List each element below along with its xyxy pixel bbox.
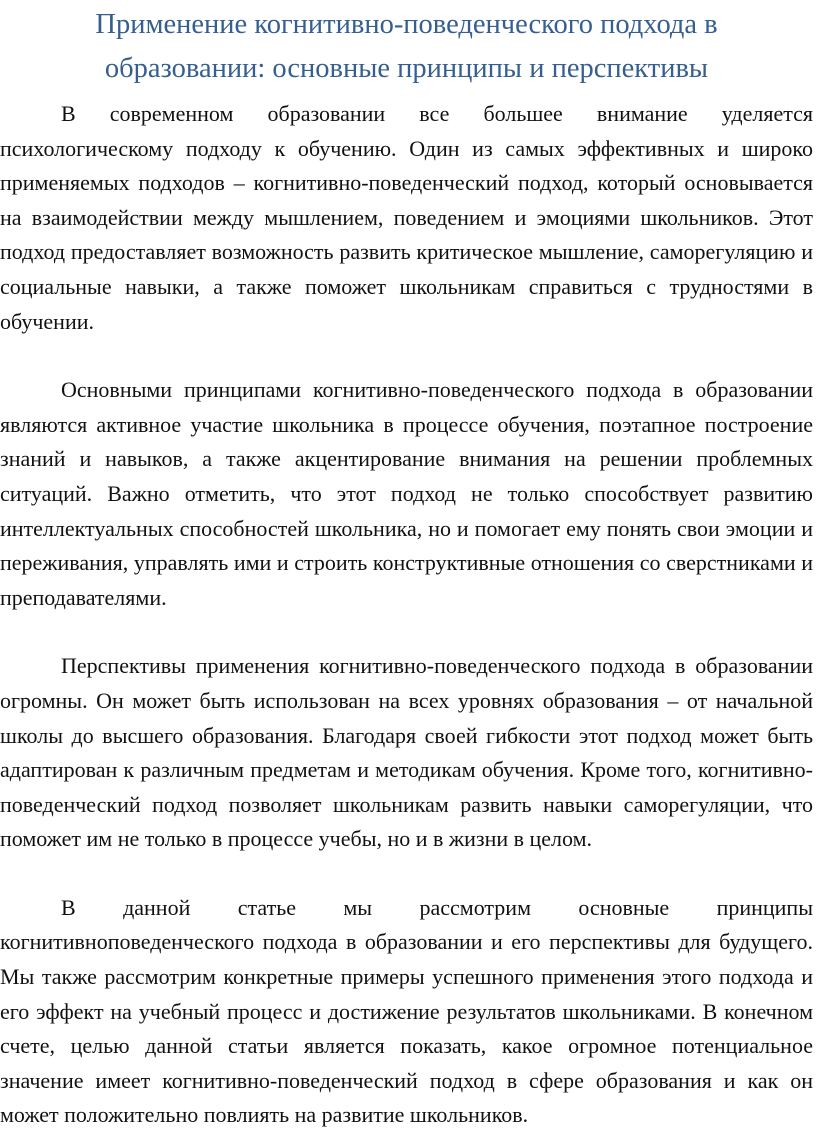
paragraph-introduction: В современном образовании все большее внимание уделяется психологическому подходу к обучению. Один из самых эффективных и широко применяемых подходов – когнитивно-поведенческий подход, который основывается на взаимодействии между мышлением, поведением и эмоциями школьников. Этот подход предоставляет возможность развить критическое мышление, саморегуляцию и социальные навыки, а также поможет школьникам справиться с трудностями в обучении. [0,101,813,334]
paragraph-perspectives: Перспективы применения когнитивно-поведенческого подхода в образовании огромны. Он может быть использован на всех уровнях образования – от начальной школы до высшего образования. Благодаря своей гибкости этот подход может быть адаптирован к различным предметам и методикам обучения. Кроме того, когнитивно-поведенческий подход позволяет школьникам развить навыки саморегуляции, что поможет им не только в процессе учебы, но и в жизни в целом. [0,653,813,852]
paragraph-principles: Основными принципами когнитивно-поведенческого подхода в образовании являются активное участие школьника в процессе обучения, поэтапное построение знаний и навыков, а также акцентирование внимания на решении проблемных ситуаций. Важно отметить, что этот подход не только способствует развитию интеллектуальных способностей школьника, но и помогает ему понять свои эмоции и переживания, управлять ими и строить конструктивные отношения со сверстниками и преподавателями. [0,377,813,610]
page-title [0,0,813,91]
page-title-line-2: образовании: основные принципы и перспективы [104,53,709,84]
paragraph-article-goal: В данной статье мы рассмотрим основные принципы когнитивноповеденческого подхода в образовании и его перспективы для будущего. Мы также рассмотрим конкретные примеры успешного применения этого подхода и его эффект на учебный процесс и достижение результатов школьниками. В конечном счете, целью данной статьи является показать, какое огромное потенциальное значение имеет когнитивно-поведенческий подход в сфере образования и как он может положительно повлиять на развитие школьников. [0,894,813,1128]
page-title-line-1: Применение когнитивно-поведенческого подхода в [95,9,718,40]
